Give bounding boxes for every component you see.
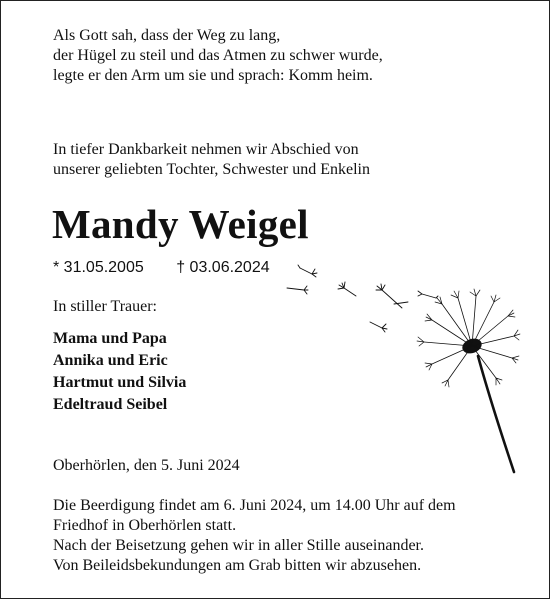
mourner: Mama und Papa	[53, 330, 167, 347]
deceased-name: Mandy Weigel	[52, 201, 309, 247]
mourner: Hartmut und Silvia	[53, 374, 187, 391]
dandelion-icon	[282, 260, 522, 475]
poem-line: legte er den Arm um sie und sprach: Komm heim.	[53, 67, 373, 84]
intro-line: unserer geliebten Tochter, Schwester und Enkelin	[53, 161, 370, 178]
life-dates	[53, 258, 270, 278]
poem-line: Als Gott sah, dass der Weg zu lang,	[53, 27, 281, 44]
mourner: Edeltraud Seibel	[53, 396, 168, 413]
place-date: Oberhörlen, den 5. Juni 2024	[53, 457, 240, 474]
mourners-list	[53, 328, 186, 416]
mourner: Annika und Eric	[53, 352, 168, 369]
poem	[53, 26, 383, 86]
notice-line: Friedhof in Oberhörlen statt.	[53, 517, 237, 534]
poem-line: der Hügel zu steil und das Atmen zu schwer wurde,	[53, 47, 383, 64]
intro-text	[53, 140, 370, 180]
birth-date: * 31.05.2005	[53, 259, 144, 276]
funeral-notice	[53, 496, 456, 576]
intro-line: In tiefer Dankbarkeit nehmen wir Abschied von	[53, 141, 359, 158]
notice-line: Von Beileidsbekundungen am Grab bitten wir abzusehen.	[53, 557, 422, 574]
mourning-label: In stiller Trauer:	[53, 298, 157, 315]
death-date: † 03.06.2024	[176, 259, 270, 276]
notice-line: Nach der Beisetzung gehen wir in aller Stille auseinander.	[53, 537, 424, 554]
notice-line: Die Beerdigung findet am 6. Juni 2024, um 14.00 Uhr auf dem	[53, 497, 456, 514]
